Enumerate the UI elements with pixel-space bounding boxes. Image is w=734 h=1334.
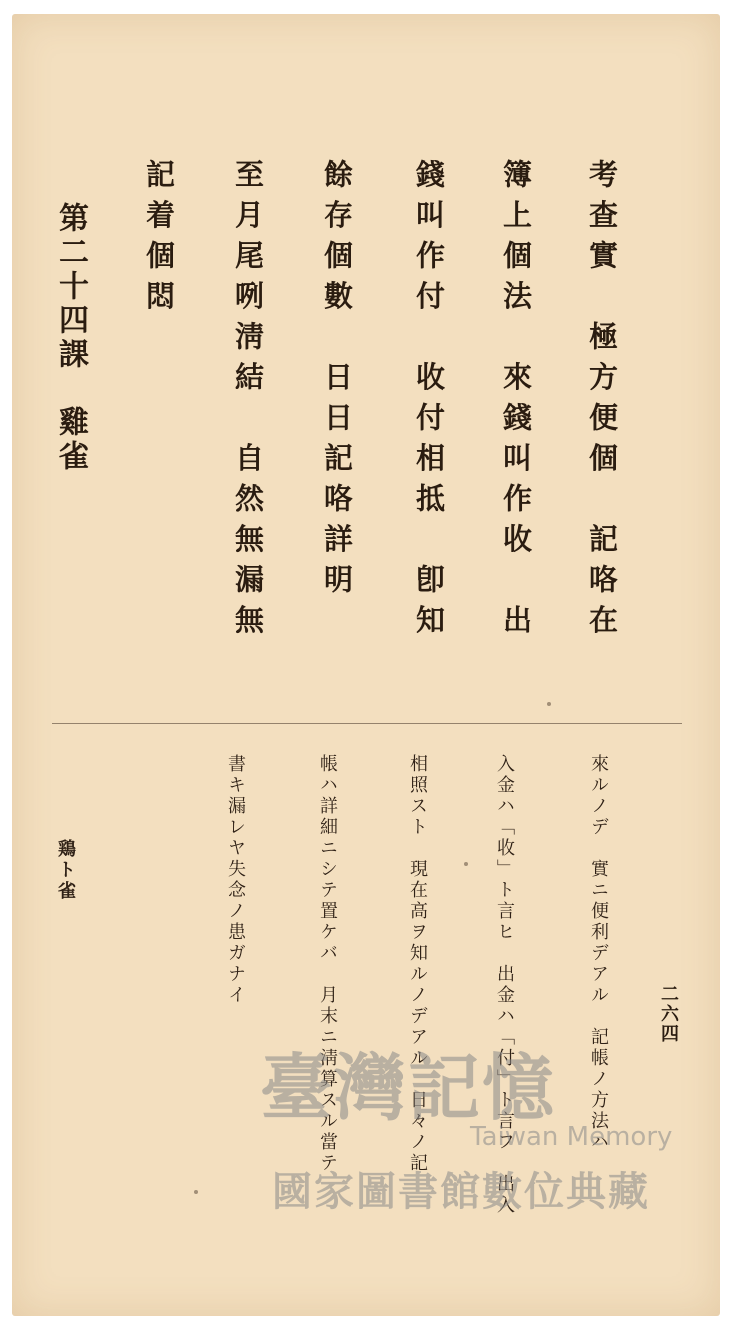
lower-column-2: 入金ハ「收」ト言ヒ 出金ハ「付」ト言フ 出入 xyxy=(494,754,515,1216)
upper-column-1: 考查實 極方便個 記咯在 xyxy=(585,159,619,645)
lower-column-3: 相照スト 現在高ヲ知ルノデアル 日々ノ記 xyxy=(407,754,428,1174)
upper-column-4: 餘存個數 日日記咯詳明 xyxy=(320,159,354,605)
lower-column-4: 帳ハ詳細ニシテ置ケバ 月末ニ淸算スル當テ xyxy=(317,754,338,1174)
upper-column-3: 錢叫作付 收付相抵 卽知 xyxy=(412,159,446,645)
page-number: 二六四 xyxy=(658,984,679,1044)
upper-column-2: 簿上個法 來錢叫作收 出 xyxy=(499,159,533,645)
lesson-title-japanese: 鶏ト雀 xyxy=(55,839,76,902)
watermark-logo-chinese: 臺灣記憶 xyxy=(260,1046,557,1130)
upper-column-5: 至月尾咧淸結 自然無漏無 xyxy=(231,159,265,645)
watermark-logo-english: Taiwan Memory xyxy=(470,1122,673,1152)
ink-fleck xyxy=(194,1190,198,1194)
lower-column-1: 來ルノデ 實ニ便利デアル 記帳ノ方法ハ xyxy=(588,754,609,1153)
section-divider xyxy=(52,723,682,724)
watermark-subtitle: 國家圖書館數位典藏 xyxy=(272,1169,650,1215)
lesson-title: 第二十四課 雞雀 xyxy=(53,202,88,474)
upper-column-6: 記着個悶 xyxy=(142,159,176,321)
lower-column-5: 書キ漏レヤ失念ノ患ガナイ xyxy=(225,754,246,1006)
ink-fleck xyxy=(464,862,468,866)
ink-fleck xyxy=(547,702,551,706)
